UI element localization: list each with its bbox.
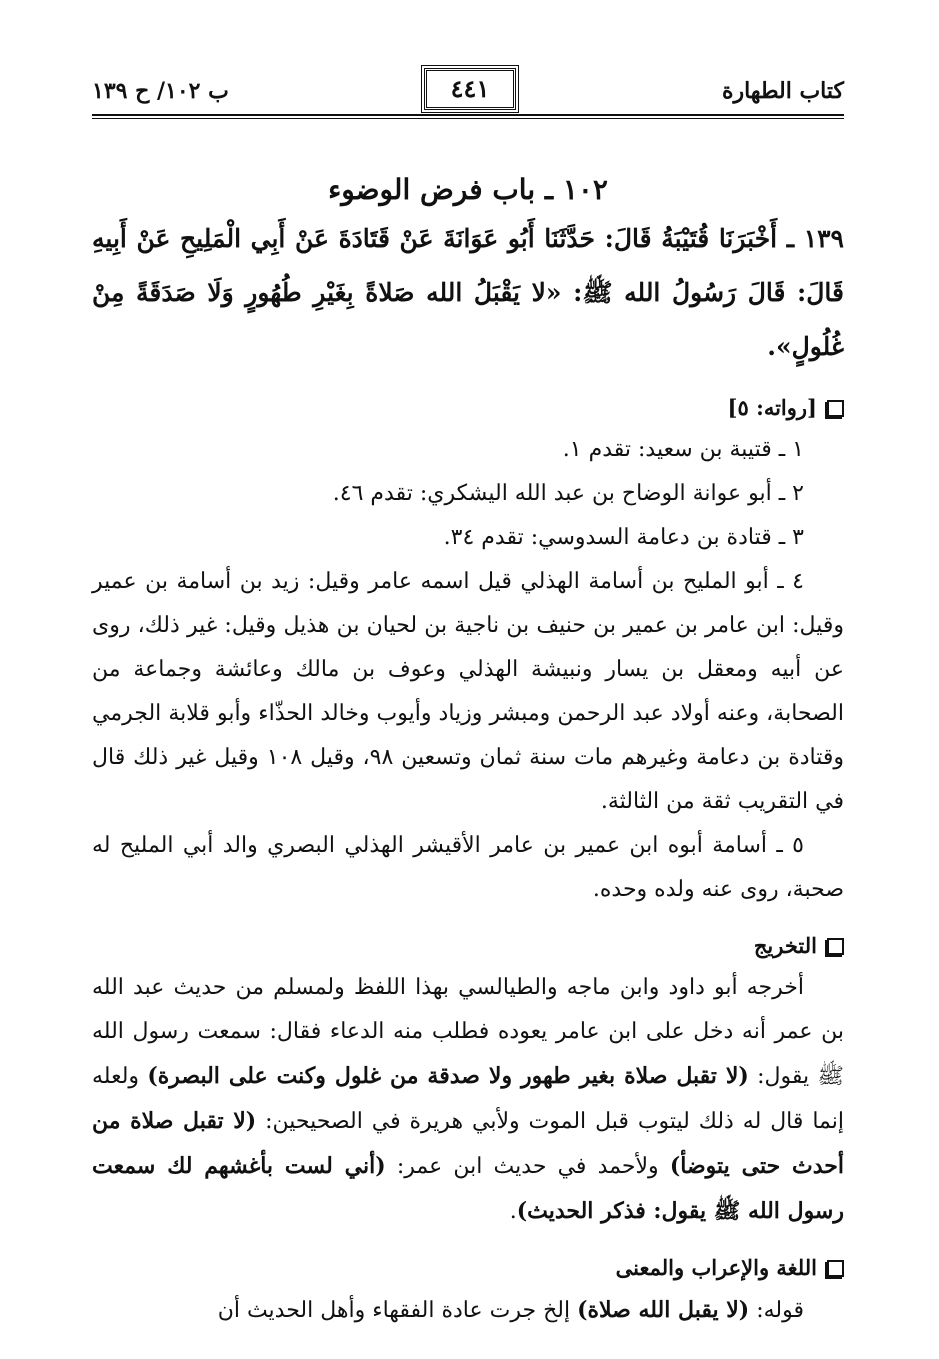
square-bullet-icon — [827, 1260, 844, 1277]
narrators-heading-label: [رواته: ٥] — [727, 395, 817, 420]
takhrij-quote-2: (لا تقبل صلاة من أحدث حتى يتوضأ) — [92, 1108, 844, 1179]
takhrij-text-1: أخرجه أبو داود وابن ماجه والطيالسي بهذا اللفظ ولمسلم من حديث عبد الله بن عمر أنه دخل على ابن عامر يعوده فطلب منه الدعاء فقال: سمعت رسول الله ﷺ يقول: — [92, 975, 845, 1089]
language-text-1: قوله: — [749, 1298, 804, 1323]
narrators-heading — [92, 388, 844, 428]
chapter-reference: ب ١٠٢/ ح ١٣٩ — [92, 78, 229, 104]
takhrij-text-2: ولعله إنما قال له ذلك ليتوب قبل الموت ولأبي هريرة في الصحيحين: — [92, 1064, 844, 1134]
narrator-item: ٣ ـ قتادة بن دعامة السدوسي: تقدم ٣٤. — [443, 525, 804, 550]
language-quote-1: (لا يقبل الله صلاة) — [577, 1297, 750, 1323]
language-text-2: إلخ جرت عادة الفقهاء وأهل الحديث أن — [217, 1298, 578, 1323]
language-paragraph — [92, 1288, 844, 1333]
book-title: كتاب الطهارة — [721, 78, 844, 104]
page-content — [92, 170, 844, 1333]
takhrij-quote-1: (لا تقبل صلاة بغير طهور ولا صدقة من غلول وكنت على البصرة) — [147, 1063, 749, 1089]
language-heading-label: اللغة والإعراب والمعنى — [615, 1255, 817, 1280]
square-bullet-icon — [827, 938, 844, 955]
takhrij-heading — [92, 926, 844, 966]
hadith-text: ١٣٩ ـ أَخْبَرَنَا قُتَيْبَةُ قَالَ: حَدَّثَنَا أَبُو عَوَانَةَ عَنْ قَتَادَةَ عَنْ أَبِي الْمَلِيحِ عَنْ أَبِيهِ قَالَ: قَالَ رَسُولُ الله ﷺ: «لا يَقْبَلُ الله صَلاةً بِغَيْرِ طُهُورٍ وَلَا صَدَقَةً مِنْ غُلُولٍ». — [92, 224, 844, 361]
header-divider — [92, 114, 844, 119]
takhrij-text-4: . — [509, 1199, 517, 1224]
narrator-item: ١ ـ قتيبة بن سعيد: تقدم ١. — [562, 437, 804, 462]
narrator-item: ٤ ـ أبو المليح بن أسامة الهذلي قيل اسمه عامر وقيل: زيد بن أسامة بن عمير وقيل: ابن عامر بن عمير بن حنيف بن ناجية بن لحيان بن هذيل وقيل: غير ذلك، روى عن أبيه ومعقل بن يسار ونبيشة الهذلي وعوف بن مالك وعائشة وجماعة من الصحابة، وعنه أولاد عبد الرحمن ومبشر وزياد وأيوب وخالد الحذّاء وأبو قلابة الجرمي وقتادة بن دعامة وغيرهم مات سنة ثمان وتسعين ٩٨، وقيل ١٠٨ وقيل غير ذلك قال في التقريب ثقة من الثالثة. — [92, 569, 844, 814]
takhrij-text-3: ولأحمد في حديث ابن عمر: — [385, 1154, 670, 1179]
square-bullet-icon — [827, 400, 844, 417]
page-number: ٤٤١ — [424, 68, 516, 110]
narrator-item: ٢ ـ أبو عوانة الوضاح بن عبد الله اليشكري: تقدم ٤٦. — [332, 481, 804, 506]
takhrij-quote-3: (أني لست بأغشهم لك سمعت رسول الله ﷺ يقول: فذكر الحديث) — [92, 1153, 844, 1224]
chapter-title: ١٠٢ ـ باب فرض الوضوء — [328, 173, 608, 206]
page-header — [92, 66, 844, 118]
takhrij-heading-label: التخريج — [753, 933, 817, 958]
narrator-item: ٥ ـ أسامة أبوه ابن عمير بن عامر الأقيشر الهذلي البصري والد أبي المليح له صحبة، روى عنه ولده وحده. — [92, 833, 844, 902]
takhrij-paragraph — [92, 966, 844, 1234]
language-heading — [92, 1248, 844, 1288]
